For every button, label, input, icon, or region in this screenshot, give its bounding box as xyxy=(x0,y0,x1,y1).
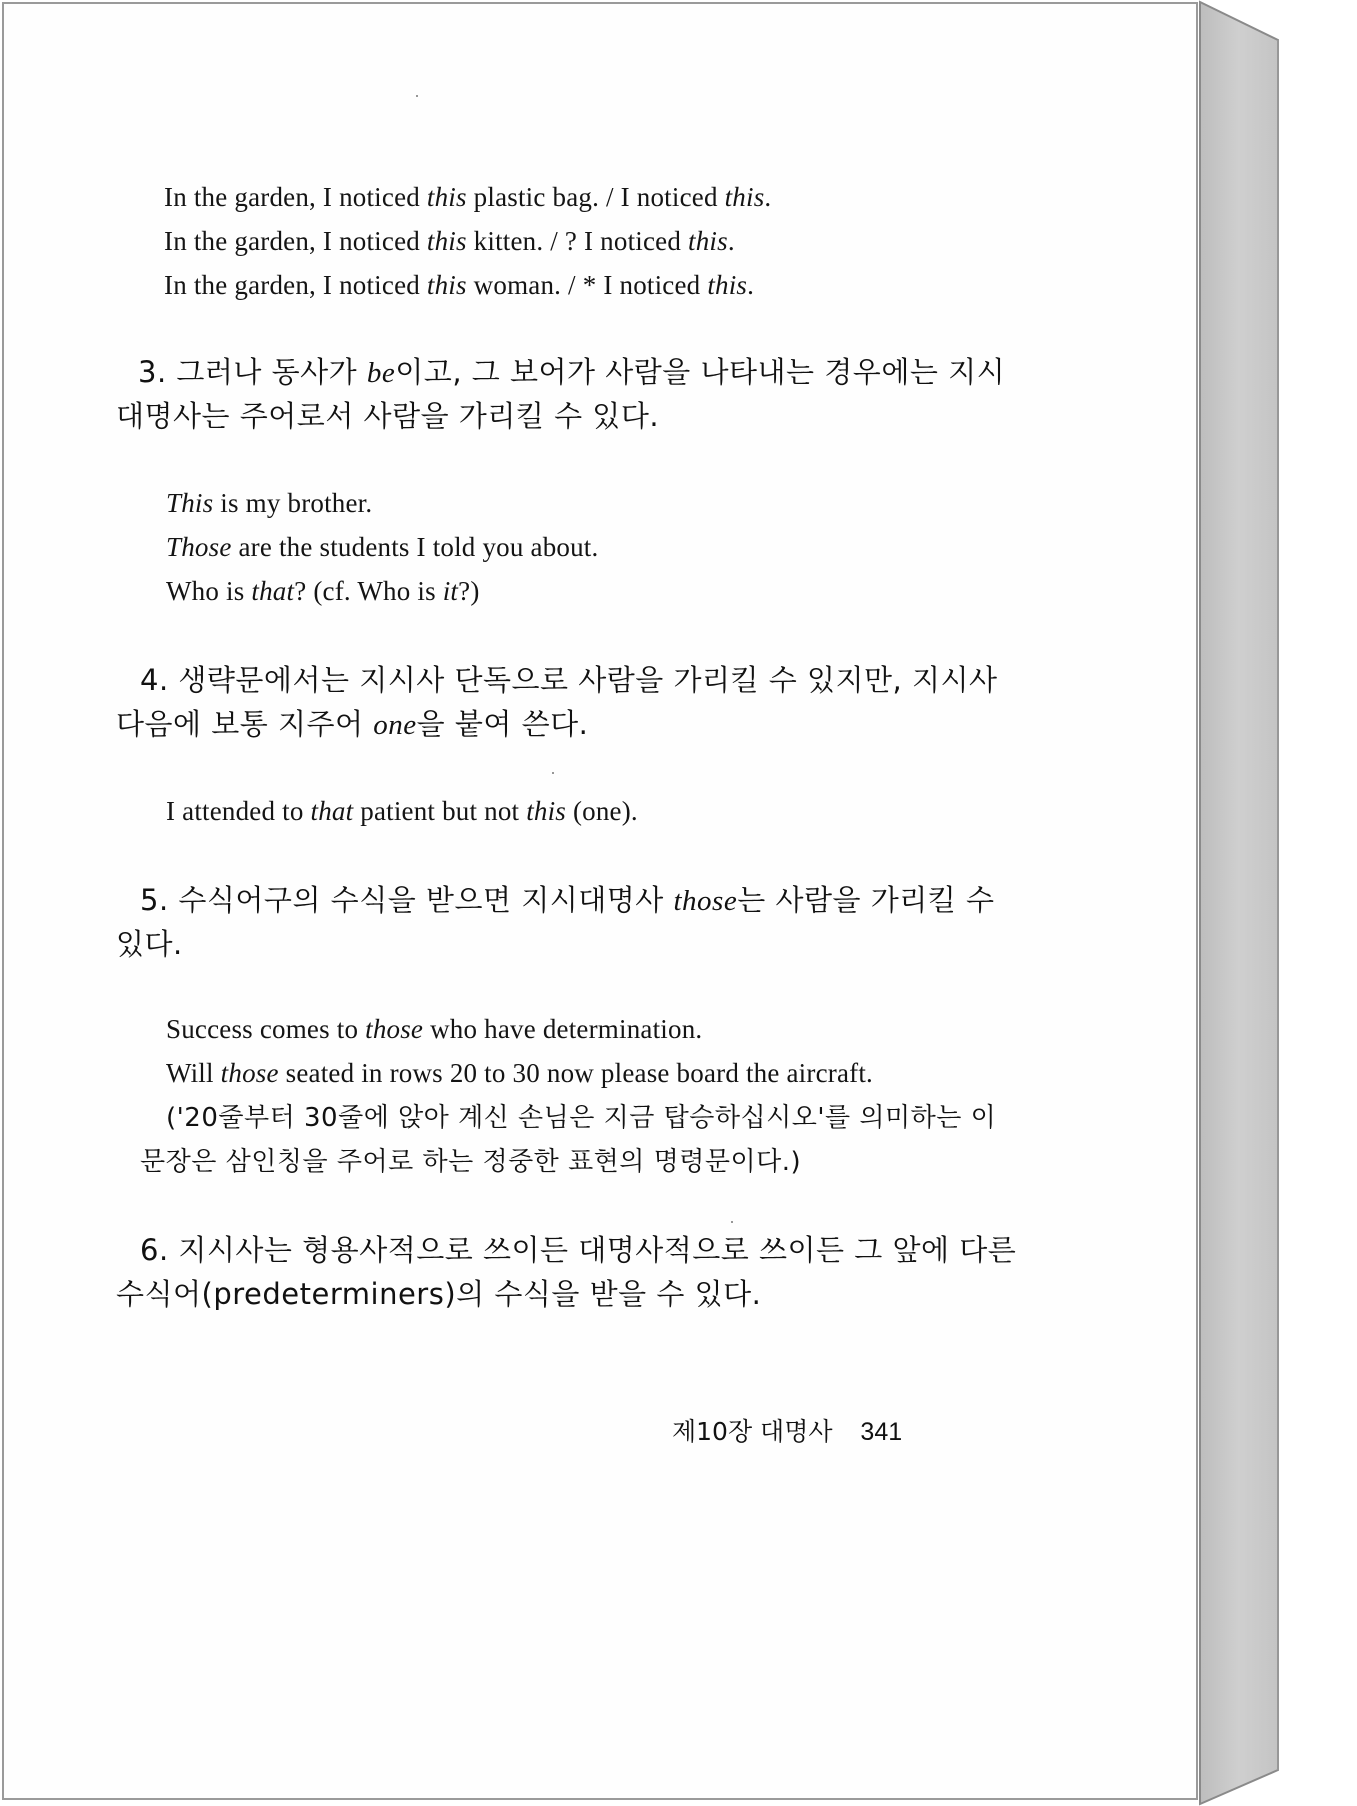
book-page xyxy=(2,2,1198,1800)
example-sentence: In the garden, I noticed this woman. / * I noticed this. xyxy=(164,270,755,300)
page-content xyxy=(4,4,1200,1802)
rule-4-line-1: 4. 생략문에서는 지시사 단독으로 사람을 가리킬 수 있지만, 지시사 xyxy=(140,663,998,697)
example-sentence: This is my brother. xyxy=(166,488,373,518)
book-spine-face xyxy=(1200,2,1278,1804)
paper-speck xyxy=(416,95,418,97)
running-footer xyxy=(672,1412,902,1448)
example-sentence: Success comes to those who have determination. xyxy=(166,1014,703,1044)
rule-6-line-2: 수식어(predeterminers)의 수식을 받을 수 있다. xyxy=(116,1277,762,1311)
translation-note-line-2: 문장은 삼인칭을 주어로 하는 정중한 표현의 명령문이다.) xyxy=(140,1147,802,1177)
rule-3-line-1: 3. 그러나 동사가 be이고, 그 보어가 사람을 나타내는 경우에는 지시 xyxy=(138,355,1006,389)
example-sentence: Those are the students I told you about. xyxy=(166,532,599,562)
example-sentence: Who is that? (cf. Who is it?) xyxy=(166,576,480,606)
rule-3-line-2: 대명사는 주어로서 사람을 가리킬 수 있다. xyxy=(116,399,660,433)
example-sentence: In the garden, I noticed this plastic bag. / I noticed this. xyxy=(164,182,772,212)
rule-6-line-1: 6. 지시사는 형용사적으로 쓰이든 대명사적으로 쓰이든 그 앞에 다른 xyxy=(140,1233,1017,1267)
example-sentence: In the garden, I noticed this kitten. / ? I noticed this. xyxy=(164,226,735,256)
example-sentence: I attended to that patient but not this (one). xyxy=(166,796,638,826)
chapter-title: 제10장 대명사 xyxy=(672,1417,833,1446)
translation-note-line-1: ('20줄부터 30줄에 앉아 계신 손님은 지금 탑승하십시오'를 의미하는 이 xyxy=(166,1103,997,1133)
rule-5-line-1: 5. 수식어구의 수식을 받으면 지시대명사 those는 사람을 가리킬 수 xyxy=(140,883,995,917)
page-number: 341 xyxy=(860,1418,903,1446)
paper-speck xyxy=(731,1221,733,1223)
rule-5-line-2: 있다. xyxy=(116,927,183,961)
example-sentence: Will those seated in rows 20 to 30 now please board the aircraft. xyxy=(166,1058,873,1088)
paper-speck xyxy=(552,772,554,774)
rule-4-line-2: 다음에 보통 지주어 one을 붙여 쓴다. xyxy=(116,707,589,741)
